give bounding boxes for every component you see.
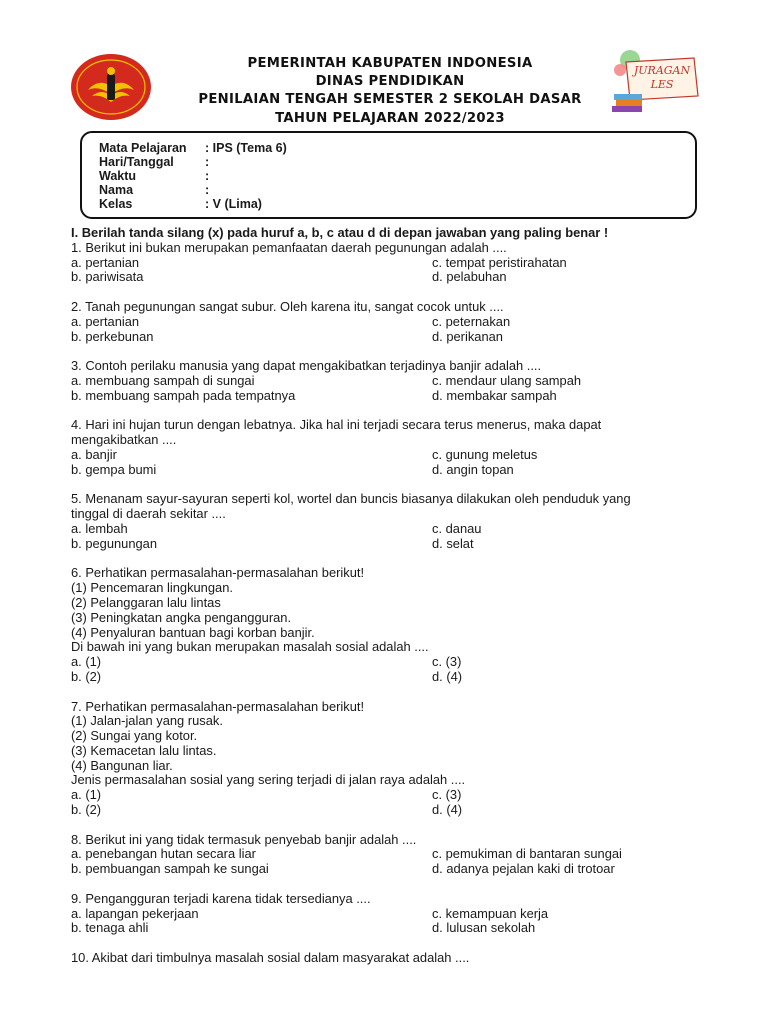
question-text: mengakibatkan .... xyxy=(71,432,177,448)
info-label: Nama xyxy=(99,183,134,197)
answer-option-c[interactable]: c. (3) xyxy=(432,787,462,803)
question-item xyxy=(71,241,691,285)
answer-row xyxy=(71,921,691,936)
question-item xyxy=(71,877,691,936)
answer-option-b[interactable]: b. perkebunan xyxy=(71,328,154,344)
answer-option-b[interactable]: b. (2) xyxy=(71,668,102,684)
answer-row xyxy=(71,670,691,685)
answer-row xyxy=(71,330,691,345)
question-text: 1. Berikut ini bukan merupakan pemanfaatan daerah pegunungan adalah .... xyxy=(71,239,507,255)
student-info-box xyxy=(80,131,697,219)
answer-option-a[interactable]: a. (1) xyxy=(71,787,102,803)
answer-option-c[interactable]: c. danau xyxy=(432,520,482,536)
question-text: tinggal di daerah sekitar .... xyxy=(71,506,226,522)
question-text: (4) Bangunan liar. xyxy=(71,757,173,773)
question-text: (1) Jalan-jalan yang rusak. xyxy=(71,713,223,729)
question-text: 7. Perhatikan permasalahan-permasalahan berikut! xyxy=(71,698,365,714)
answer-option-a[interactable]: a. banjir xyxy=(71,446,117,462)
question-item xyxy=(71,552,691,685)
answer-row xyxy=(71,803,691,818)
question-text: 2. Tanah pegunungan sangat subur. Oleh karena itu, sangat cocok untuk .... xyxy=(71,298,504,314)
answer-option-c[interactable]: c. (3) xyxy=(432,654,462,670)
answer-option-c[interactable]: c. pemukiman di bantaran sungai xyxy=(432,846,622,862)
answer-option-d[interactable]: d. perikanan xyxy=(432,328,503,344)
answer-row xyxy=(71,256,691,271)
answer-row xyxy=(71,907,691,922)
question-text: (2) Sungai yang kotor. xyxy=(71,728,198,744)
answer-option-c[interactable]: c. gunung meletus xyxy=(432,446,538,462)
question-text: 3. Contoh perilaku manusia yang dapat mengakibatkan terjadinya banjir adalah .... xyxy=(71,358,542,374)
answer-option-b[interactable]: b. pegunungan xyxy=(71,535,158,551)
question-item xyxy=(71,478,691,552)
answer-row xyxy=(71,315,691,330)
answer-row xyxy=(71,270,691,285)
question-text: (1) Pencemaran lingkungan. xyxy=(71,580,233,596)
info-value: : xyxy=(205,183,210,197)
answer-option-b[interactable]: b. pariwisata xyxy=(71,269,144,285)
answer-row xyxy=(71,655,691,670)
logo-text-line1: JURAGAN xyxy=(633,64,691,77)
answer-option-d[interactable]: d. pelabuhan xyxy=(432,269,507,285)
question-text: (4) Penyaluran bantuan bagi korban banjir. xyxy=(71,624,315,640)
question-item xyxy=(71,344,691,403)
header-exam-title: PENILAIAN TENGAH SEMESTER 2 SEKOLAH DASAR xyxy=(198,92,582,108)
question-item xyxy=(71,818,691,877)
question-text: 6. Perhatikan permasalahan-permasalahan berikut! xyxy=(71,565,365,581)
answer-option-a[interactable]: a. lapangan pekerjaan xyxy=(71,905,199,921)
question-text: Jenis permasalahan sosial yang sering terjadi di jalan raya adalah .... xyxy=(71,772,466,788)
header-government: PEMERINTAH KABUPATEN INDONESIA xyxy=(247,56,533,71)
answer-option-d[interactable]: d. membakar sampah xyxy=(432,387,557,403)
info-value: : IPS (Tema 6) xyxy=(205,141,287,155)
answer-option-a[interactable]: a. pertanian xyxy=(71,254,140,270)
info-label: Hari/Tanggal xyxy=(99,155,174,169)
juragan-les-logo xyxy=(600,46,712,118)
answer-row xyxy=(71,847,691,862)
answer-option-a[interactable]: a. lembah xyxy=(71,520,128,536)
answer-row xyxy=(71,389,691,404)
question-item xyxy=(71,285,691,344)
answer-option-c[interactable]: c. peternakan xyxy=(432,313,511,329)
answer-option-b[interactable]: b. tenaga ahli xyxy=(71,920,149,936)
answer-option-a[interactable]: a. pertanian xyxy=(71,313,140,329)
answer-option-a[interactable]: a. penebangan hutan secara liar xyxy=(71,846,256,862)
question-text: (3) Kemacetan lalu lintas. xyxy=(71,742,217,758)
answer-option-b[interactable]: b. membuang sampah pada tempatnya xyxy=(71,387,296,403)
answer-option-d[interactable]: d. lulusan sekolah xyxy=(432,920,536,936)
question-list xyxy=(71,241,691,936)
question-text: 4. Hari ini hujan turun dengan lebatnya. Jika hal ini terjadi secara terus menerus, maka dapat xyxy=(71,417,602,433)
answer-row xyxy=(71,862,691,877)
answer-option-c[interactable]: c. mendaur ulang sampah xyxy=(432,372,582,388)
answer-option-d[interactable]: d. adanya pejalan kaki di trotoar xyxy=(432,861,615,877)
question-text: Di bawah ini yang bukan merupakan masalah sosial adalah .... xyxy=(71,639,429,655)
answer-option-b[interactable]: b. gempa bumi xyxy=(71,461,157,477)
answer-option-d[interactable]: d. (4) xyxy=(432,802,463,818)
info-label: Waktu xyxy=(99,169,137,183)
answer-row xyxy=(71,448,691,463)
logo-text-line2: LES xyxy=(650,78,674,91)
question-item xyxy=(71,404,691,478)
answer-option-a[interactable]: a. (1) xyxy=(71,654,102,670)
answer-option-d[interactable]: d. selat xyxy=(432,535,474,551)
answer-option-c[interactable]: c. tempat peristirahatan xyxy=(432,254,567,270)
question-text: (3) Peningkatan angka pengangguran. xyxy=(71,609,292,625)
info-value: : V (Lima) xyxy=(205,197,262,211)
answer-option-b[interactable]: b. pembuangan sampah ke sungai xyxy=(71,861,269,877)
answer-row xyxy=(71,537,691,552)
info-label: Mata Pelajaran xyxy=(99,141,187,155)
info-label: Kelas xyxy=(99,197,133,211)
question-text: 9. Pengangguran terjadi karena tidak tersedianya .... xyxy=(71,890,371,906)
document-header xyxy=(140,55,640,128)
question-item xyxy=(71,685,691,818)
answer-option-d[interactable]: d. (4) xyxy=(432,668,463,684)
answer-row xyxy=(71,788,691,803)
question-text: 5. Menanam sayur-sayuran seperti kol, wortel dan buncis biasanya dilakukan oleh penduduk yang xyxy=(71,491,631,507)
answer-option-c[interactable]: c. kemampuan kerja xyxy=(432,905,549,921)
header-school-year: TAHUN PELAJARAN 2022/2023 xyxy=(275,110,505,126)
question-text: (2) Pelanggaran lalu lintas xyxy=(71,594,221,610)
info-value: : xyxy=(205,169,210,183)
answer-row xyxy=(71,463,691,478)
info-value: : xyxy=(205,155,210,169)
instruction: I. Berilah tanda silang (x) pada huruf a, b, c atau d di depan jawaban yang paling benar ! xyxy=(71,225,609,240)
header-department: DINAS PENDIDIKAN xyxy=(315,74,465,90)
question-text: 8. Berikut ini yang tidak termasuk penyebab banjir adalah .... xyxy=(71,831,417,847)
question-10-text: 10. Akibat dari timbulnya masalah sosial dalam masyarakat adalah .... xyxy=(71,950,470,966)
answer-option-a[interactable]: a. membuang sampah di sungai xyxy=(71,372,255,388)
answer-option-d[interactable]: d. angin topan xyxy=(432,461,514,477)
answer-row xyxy=(71,522,691,537)
exam-content xyxy=(71,226,691,966)
answer-row xyxy=(71,374,691,389)
answer-option-b[interactable]: b. (2) xyxy=(71,802,102,818)
